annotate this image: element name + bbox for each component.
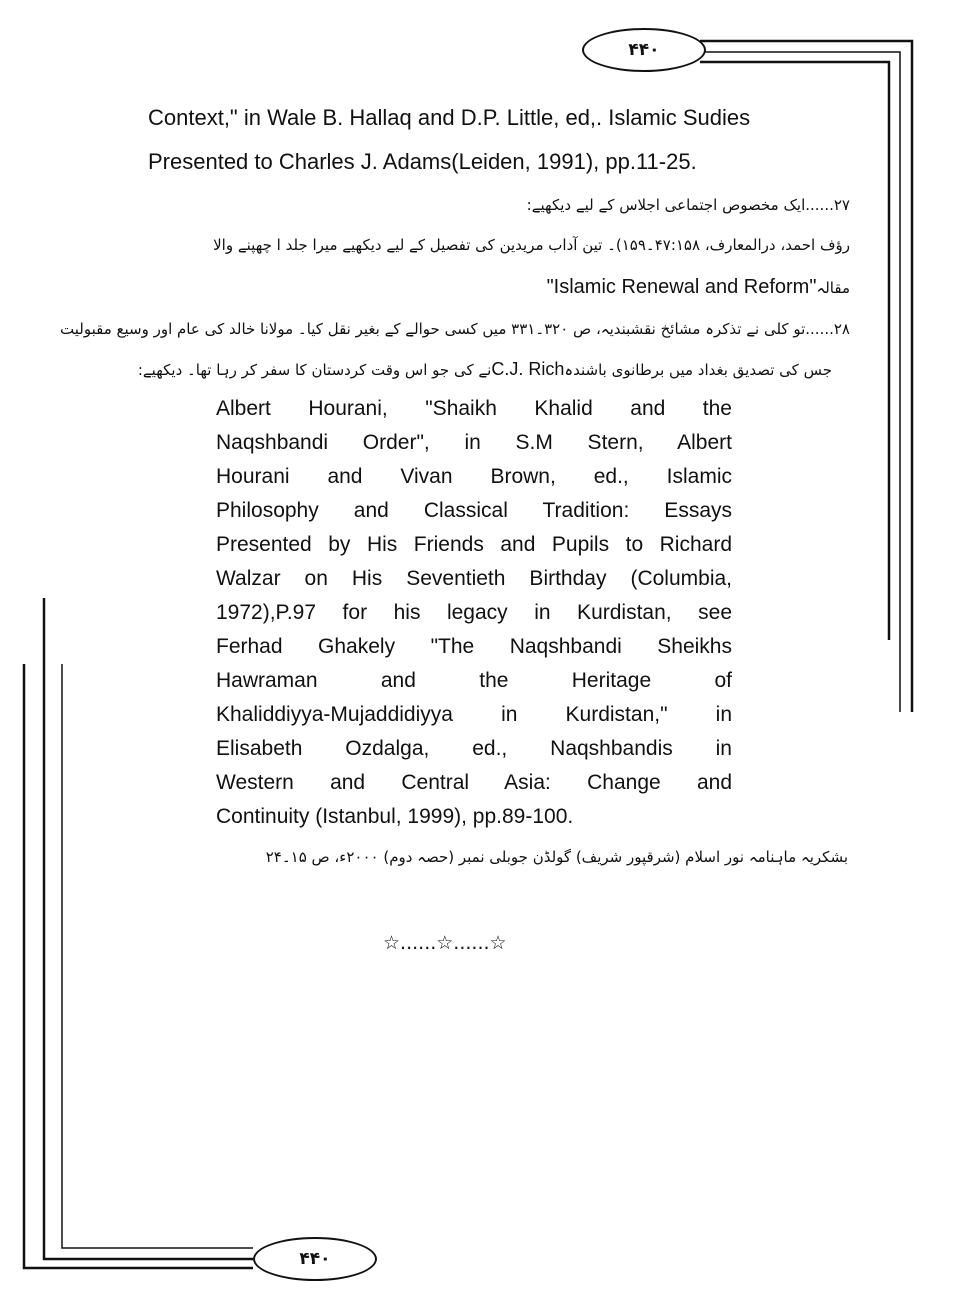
- hourani-line: Elisabeth Ozdalga, ed., Naqshbandis in: [216, 737, 732, 760]
- reference-continuation-line-1: Context," in Wale B. Hallaq and D.P. Little, ed,. Islamic Sudies: [148, 105, 751, 130]
- footnote-27-detail: رؤف احمد، درالمعارف، ۴۷:۱۵۸۔۱۵۹)۔ تین آداب مریدین کی تفصیل کے لیے دیکھیے میرا جلد ا چھپنے والا: [213, 236, 850, 254]
- hourani-line: Walzar on His Seventieth Birthday (Columbia,: [216, 567, 732, 590]
- hourani-line: Ferhad Ghakely "The Naqshbandi Sheikhs: [216, 635, 732, 658]
- footnote-28-line-2: [138, 356, 832, 383]
- footnote-28-part2: نے کی جو اس وقت کردستان کا سفر کر رہا تھا۔ دیکھیے:: [137, 361, 492, 379]
- hourani-line: 1972),P.97 for his legacy in Kurdistan, see: [216, 601, 732, 624]
- hourani-line: Albert Hourani, "Shaikh Khalid and the: [216, 397, 732, 420]
- maqala-prefix: مقالہ: [816, 279, 850, 297]
- hourani-line: Hawraman and the Heritage of: [216, 669, 732, 692]
- maqala-title: "Islamic Renewal and Reform": [546, 276, 817, 298]
- footnote-27-heading: ۲۷......ایک مخصوص اجتماعی اجلاس کے لیے دیکھیے:: [526, 196, 850, 214]
- hourani-line: Presented by His Friends and Pupils to Richard: [216, 533, 732, 556]
- footnote-27-maqala: [547, 274, 850, 301]
- credit-line: بشکریہ ماہنامہ نور اسلام (شرقپور شریف) گولڈن جوبلی نمبر (حصہ دوم) ۲۰۰۰ء، ص ۱۵۔۲۴: [265, 848, 848, 866]
- hourani-line: Philosophy and Classical Tradition: Essays: [216, 499, 732, 522]
- hourani-line: Hourani and Vivan Brown, ed., Islamic: [216, 465, 732, 488]
- hourani-line: Continuity (Istanbul, 1999), pp.89-100.: [216, 805, 574, 828]
- hourani-line: Khaliddiyya-Mujaddidiyya in Kurdistan," in: [216, 703, 732, 726]
- hourani-line: Naqshbandi Order", in S.M Stern, Albert: [216, 431, 732, 454]
- footnote-28-line-1: ۲۸......تو کلی نے تذکرہ مشائخ نقشبندیہ، ص ۳۲۰۔۳۳۱ میں کسی حوالے کے بغیر نقل کیا۔ مولانا خالد کی عام اور وسیع مقبولیت: [60, 320, 850, 338]
- hourani-reference-block: [216, 392, 732, 834]
- reference-continuation-line-2: Presented to Charles J. Adams(Leiden, 1991), pp.11-25.: [148, 149, 697, 174]
- page-number-bottom: ۴۴۰: [253, 1237, 377, 1281]
- footnote-28-part1: جس کی تصدیق بغداد میں برطانوی باشندہ: [564, 361, 832, 379]
- page-number-top: ۴۴۰: [582, 28, 706, 72]
- footnote-28-name: C.J. Rich: [491, 359, 565, 379]
- hourani-line: Western and Central Asia: Change and: [216, 771, 732, 794]
- star-separator: ☆......☆......☆: [383, 932, 507, 954]
